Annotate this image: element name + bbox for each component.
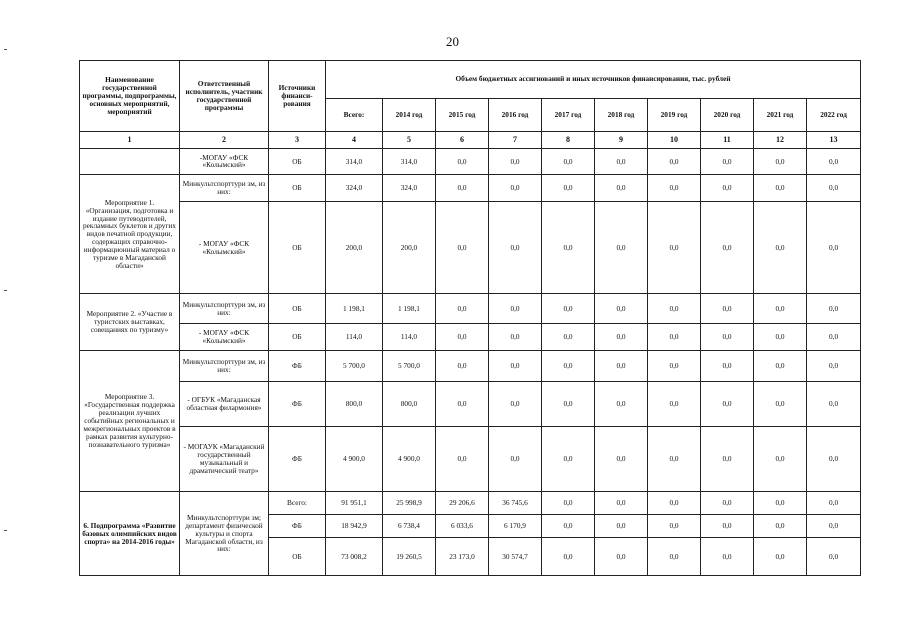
value-cell: 0,0	[489, 175, 542, 202]
value-cell: 6 033,6	[436, 515, 489, 538]
value-cell: 314,0	[326, 148, 383, 174]
value-cell: 0,0	[542, 202, 595, 294]
value-cell: 0,0	[754, 538, 807, 576]
value-cell: 324,0	[326, 175, 383, 202]
executor-cell: - МОГАУ «ФСК «Колымский»	[180, 202, 269, 294]
value-cell: 0,0	[542, 148, 595, 174]
table-row	[80, 350, 861, 381]
table-row	[80, 202, 861, 294]
value-cell: 800,0	[383, 382, 436, 427]
value-cell: 0,0	[701, 382, 754, 427]
value-cell: 0,0	[648, 175, 701, 202]
value-cell: 0,0	[754, 350, 807, 381]
column-number: 9	[595, 132, 648, 149]
value-cell: 0,0	[489, 350, 542, 381]
value-cell: 0,0	[595, 175, 648, 202]
value-cell: 0,0	[754, 148, 807, 174]
value-cell: 200,0	[383, 202, 436, 294]
header-year: 2016 год	[489, 98, 542, 131]
source-cell: ОБ	[269, 323, 326, 350]
value-cell: 29 206,6	[436, 492, 489, 515]
source-cell: Всего:	[269, 492, 326, 515]
value-cell: 0,0	[807, 382, 861, 427]
value-cell: 1 198,1	[326, 294, 383, 323]
value-cell: 0,0	[595, 538, 648, 576]
value-cell: 0,0	[648, 515, 701, 538]
column-number: 7	[489, 132, 542, 149]
value-cell: 73 008,2	[326, 538, 383, 576]
column-number: 6	[436, 132, 489, 149]
value-cell: 0,0	[595, 294, 648, 323]
executor-cell: Минкультспорттури зм, из них:	[180, 294, 269, 323]
table-row	[80, 175, 861, 202]
source-cell: ФБ	[269, 382, 326, 427]
header-year: 2018 год	[595, 98, 648, 131]
value-cell: 0,0	[542, 350, 595, 381]
value-cell: 0,0	[436, 175, 489, 202]
value-cell: 19 260,5	[383, 538, 436, 576]
value-cell: 0,0	[754, 175, 807, 202]
table-row	[80, 427, 861, 492]
column-number: 13	[807, 132, 861, 149]
value-cell: 0,0	[595, 148, 648, 174]
header-volume: Объем бюджетных ассигнований и иных источников финансирования, тыс. рублей	[326, 61, 861, 99]
header-year: 2015 год	[436, 98, 489, 131]
column-number: 8	[542, 132, 595, 149]
value-cell: 36 745,6	[489, 492, 542, 515]
column-number: 12	[754, 132, 807, 149]
value-cell: 0,0	[754, 492, 807, 515]
value-cell: 0,0	[754, 515, 807, 538]
name-cell-empty	[80, 148, 180, 174]
header-name: Наименование государственной программы, подпрограммы, основных мероприятий, мероприятий	[80, 61, 180, 132]
header-year: 2021 год	[754, 98, 807, 131]
value-cell: 91 951,1	[326, 492, 383, 515]
value-cell: 114,0	[326, 323, 383, 350]
value-cell: 0,0	[648, 427, 701, 492]
value-cell: 0,0	[807, 427, 861, 492]
measure-3-name: Мероприятие 3. «Государственная поддержка реализации лучших событийных региональных и межрегиональных проектов в рамках развития культурно-познавательного туризма»	[80, 350, 180, 491]
value-cell: 0,0	[489, 294, 542, 323]
value-cell: 0,0	[436, 323, 489, 350]
value-cell: 4 900,0	[326, 427, 383, 492]
value-cell: 0,0	[542, 382, 595, 427]
value-cell: 4 900,0	[383, 427, 436, 492]
margin-mark	[4, 290, 7, 291]
source-cell: ОБ	[269, 538, 326, 576]
value-cell: 0,0	[701, 148, 754, 174]
value-cell: 0,0	[701, 427, 754, 492]
executor-cell: - ОГБУК «Магаданская областная филармония»	[180, 382, 269, 427]
margin-mark	[4, 530, 7, 531]
value-cell: 0,0	[648, 350, 701, 381]
column-number: 2	[180, 132, 269, 149]
value-cell: 0,0	[701, 515, 754, 538]
value-cell: 314,0	[383, 148, 436, 174]
header-sources: Источники финанси-рования	[269, 61, 326, 132]
value-cell: 0,0	[542, 323, 595, 350]
value-cell: 0,0	[595, 427, 648, 492]
column-number: 11	[701, 132, 754, 149]
value-cell: 0,0	[807, 148, 861, 174]
header-year: 2022 год	[807, 98, 861, 131]
value-cell: 23 173,0	[436, 538, 489, 576]
value-cell: 25 998,9	[383, 492, 436, 515]
value-cell: 0,0	[648, 323, 701, 350]
value-cell: 5 700,0	[383, 350, 436, 381]
executor-cell: -МОГАУ «ФСК «Колымский»	[180, 148, 269, 174]
value-cell: 0,0	[542, 492, 595, 515]
source-cell: ОБ	[269, 202, 326, 294]
header-executor: Ответственный исполнитель, участник государственной программы	[180, 61, 269, 132]
value-cell: 0,0	[436, 427, 489, 492]
value-cell: 0,0	[542, 427, 595, 492]
value-cell: 0,0	[489, 323, 542, 350]
value-cell: 0,0	[489, 148, 542, 174]
value-cell: 0,0	[648, 538, 701, 576]
value-cell: 0,0	[542, 175, 595, 202]
value-cell: 0,0	[436, 294, 489, 323]
value-cell: 0,0	[648, 492, 701, 515]
value-cell: 0,0	[701, 323, 754, 350]
source-cell: ОБ	[269, 175, 326, 202]
value-cell: 0,0	[754, 294, 807, 323]
value-cell: 0,0	[754, 202, 807, 294]
value-cell: 0,0	[701, 202, 754, 294]
measure-1-name: Мероприятие 1. «Организация, подготовка и издание путеводителей, рекламных буклетов и других видов печатной продукции, содержащих справочно-информационный материал о туризме в Магаданской области»	[80, 175, 180, 294]
table-row	[80, 148, 861, 174]
measure-2-name: Мероприятие 2. «Участие в туристских выставках, совещаниях по туризму»	[80, 294, 180, 351]
value-cell: 0,0	[754, 382, 807, 427]
value-cell: 0,0	[489, 202, 542, 294]
table-row	[80, 294, 861, 323]
source-cell: ОБ	[269, 294, 326, 323]
value-cell: 0,0	[542, 294, 595, 323]
value-cell: 0,0	[436, 350, 489, 381]
value-cell: 0,0	[807, 492, 861, 515]
value-cell: 800,0	[326, 382, 383, 427]
executor-cell: - МОГАУ «ФСК «Колымский»	[180, 323, 269, 350]
header-year: 2014 год	[383, 98, 436, 131]
subprogram-6-executor: Минкультспорттури зм; департамент физической культуры и спорта Магаданской области, из них:	[180, 492, 269, 576]
header-total: Всего:	[326, 98, 383, 131]
source-cell: ФБ	[269, 350, 326, 381]
value-cell: 324,0	[383, 175, 436, 202]
value-cell: 0,0	[701, 350, 754, 381]
column-number: 4	[326, 132, 383, 149]
value-cell: 0,0	[595, 202, 648, 294]
value-cell: 0,0	[648, 294, 701, 323]
value-cell: 114,0	[383, 323, 436, 350]
value-cell: 200,0	[326, 202, 383, 294]
value-cell: 0,0	[489, 382, 542, 427]
page-number: 20	[446, 34, 459, 49]
table-row	[80, 492, 861, 515]
value-cell: 0,0	[807, 538, 861, 576]
column-number: 1	[80, 132, 180, 149]
value-cell: 0,0	[807, 350, 861, 381]
subprogram-6-name: 6. Подпрограмма «Развитие базовых олимпийских видов спорта» на 2014-2016 годы»	[80, 492, 180, 576]
value-cell: 0,0	[595, 515, 648, 538]
value-cell: 0,0	[542, 515, 595, 538]
source-cell: ФБ	[269, 427, 326, 492]
value-cell: 0,0	[436, 202, 489, 294]
value-cell: 0,0	[701, 294, 754, 323]
value-cell: 0,0	[701, 492, 754, 515]
value-cell: 6 170,9	[489, 515, 542, 538]
value-cell: 0,0	[595, 382, 648, 427]
value-cell: 0,0	[595, 350, 648, 381]
value-cell: 0,0	[754, 427, 807, 492]
source-cell: ОБ	[269, 148, 326, 174]
value-cell: 0,0	[648, 202, 701, 294]
margin-mark	[4, 49, 7, 50]
value-cell: 0,0	[807, 202, 861, 294]
value-cell: 0,0	[701, 538, 754, 576]
value-cell: 18 942,9	[326, 515, 383, 538]
header-year: 2017 год	[542, 98, 595, 131]
budget-table	[79, 60, 861, 576]
value-cell: 0,0	[595, 492, 648, 515]
column-number: 10	[648, 132, 701, 149]
source-cell: ФБ	[269, 515, 326, 538]
value-cell: 0,0	[436, 148, 489, 174]
value-cell: 0,0	[701, 175, 754, 202]
table-row	[80, 382, 861, 427]
executor-cell: - МОГАУК «Магаданский государственный музыкальный и драматический театр»	[180, 427, 269, 492]
value-cell: 5 700,0	[326, 350, 383, 381]
value-cell: 0,0	[648, 382, 701, 427]
value-cell: 0,0	[807, 175, 861, 202]
value-cell: 0,0	[807, 294, 861, 323]
header-year: 2020 год	[701, 98, 754, 131]
value-cell: 0,0	[489, 427, 542, 492]
executor-cell: Минкультспорттури зм, из них:	[180, 175, 269, 202]
value-cell: 6 738,4	[383, 515, 436, 538]
value-cell: 0,0	[542, 538, 595, 576]
value-cell: 0,0	[807, 515, 861, 538]
executor-cell: Минкультспорттури зм, из них:	[180, 350, 269, 381]
value-cell: 0,0	[436, 382, 489, 427]
value-cell: 0,0	[595, 323, 648, 350]
value-cell: 1 198,1	[383, 294, 436, 323]
value-cell: 0,0	[807, 323, 861, 350]
value-cell: 0,0	[648, 148, 701, 174]
column-number: 3	[269, 132, 326, 149]
value-cell: 0,0	[754, 323, 807, 350]
value-cell: 30 574,7	[489, 538, 542, 576]
column-number: 5	[383, 132, 436, 149]
header-year: 2019 год	[648, 98, 701, 131]
table-row	[80, 323, 861, 350]
